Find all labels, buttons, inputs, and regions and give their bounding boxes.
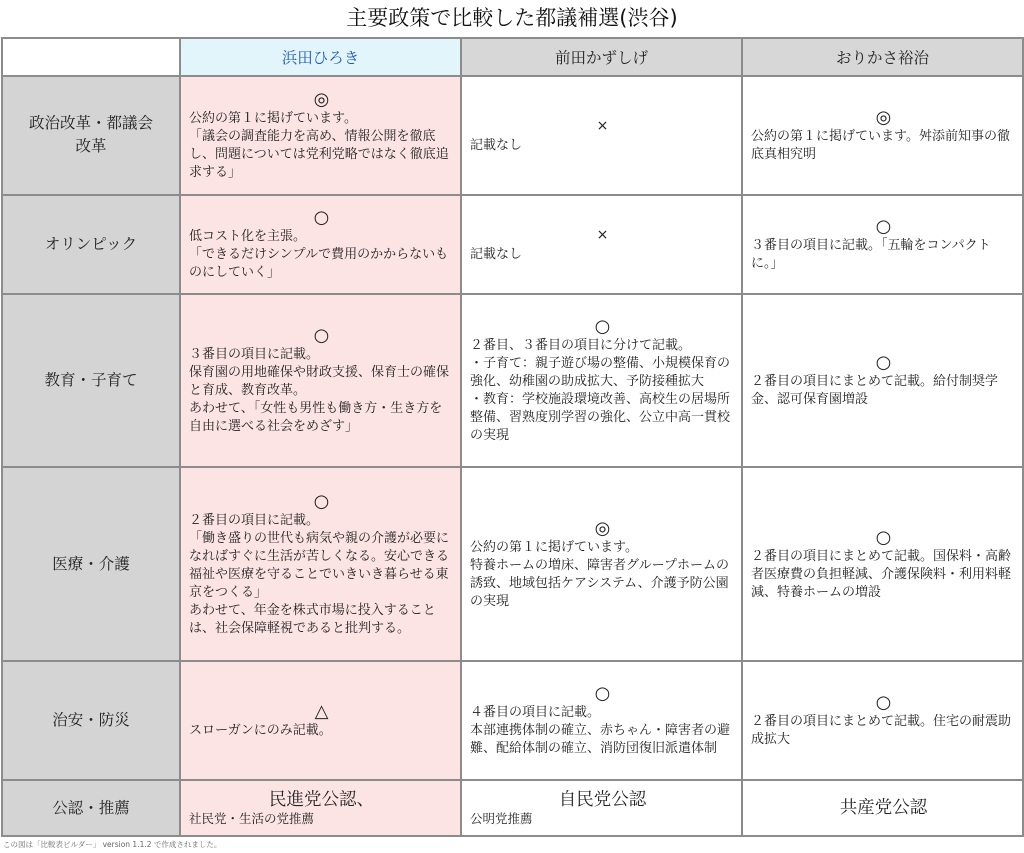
- rating-mark: △: [314, 701, 329, 723]
- policy-cell: [742, 467, 1023, 661]
- policy-cell: [742, 76, 1023, 194]
- policy-cell: [180, 195, 461, 294]
- policy-cell: [461, 294, 742, 468]
- endorsement-cell: [461, 780, 742, 836]
- row-label: 治安・防災: [2, 661, 180, 780]
- rating-mark: ○: [313, 206, 330, 228]
- policy-text: ２番目の項目にまとめて記載。国保料・高齢者医療費の負担軽減、介護保険料・利用料軽減、特養ホームの増設: [751, 548, 1012, 600]
- party-support: 公明党推薦: [470, 811, 533, 827]
- rating-mark: ○: [313, 324, 330, 346]
- policy-text: 低コスト化を主張。 「できるだけシンプルで費用のかからないものにしていく」: [189, 228, 449, 280]
- policy-cell: [742, 294, 1023, 468]
- row-label: 政治改革・都議会 改革: [2, 76, 180, 194]
- policy-row-safety-disaster: [2, 661, 1023, 780]
- policy-cell: [742, 195, 1023, 294]
- footer-credit: この図は「比較表ビルダー」 version 1.1.2 で作成されました。: [3, 840, 222, 849]
- policy-text: 記載なし: [470, 137, 523, 153]
- policy-cell: [461, 661, 742, 780]
- policy-cell: [461, 195, 742, 294]
- rating-mark: ×: [596, 117, 609, 134]
- candidate-header-maeda: 前田かずしげ: [461, 38, 742, 76]
- rating-mark: ×: [596, 226, 609, 243]
- row-label: 公認・推薦: [2, 780, 180, 836]
- party-endorsement: 共産党公認: [839, 798, 928, 819]
- rating-mark: ○: [594, 315, 611, 337]
- policy-text: ４番目の項目に記載。 本部連携体制の確立、赤ちゃん・障害者の避難、配給体制の確立、消防団復旧派遣体制: [470, 705, 731, 757]
- policy-cell: [742, 661, 1023, 780]
- candidate-header-orikasa: おりかさ裕治: [742, 38, 1023, 76]
- party-endorsement: 民進党公認、: [269, 790, 374, 811]
- rating-mark: ○: [875, 351, 892, 373]
- rating-mark: ○: [875, 692, 892, 714]
- page-title: 主要政策で比較した都議補選(渋谷): [346, 6, 678, 30]
- row-label: 教育・子育て: [2, 294, 180, 468]
- policy-text: 公約の第１に掲げています。 特養ホームの増床、障害者グループホームの誘致、地域包括ケアシステム、介護予防公園の実現: [470, 539, 729, 609]
- rating-mark: ○: [875, 526, 892, 548]
- party-endorsement: 自民党公認: [558, 790, 647, 811]
- policy-cell: [180, 294, 461, 468]
- rating-mark: ○: [313, 490, 330, 512]
- policy-text: ２番目の項目にまとめて記載。給付制奨学金、認可保育園増設: [751, 373, 999, 407]
- policy-cell: [180, 661, 461, 780]
- policy-row-endorsement: [2, 780, 1023, 836]
- candidate-header-hamada: 浜田ひろき: [180, 38, 461, 76]
- rating-mark: ○: [594, 683, 611, 705]
- rating-mark: ◎: [313, 88, 330, 110]
- policy-text: ３番目の項目に記載。 保育園の用地確保や財政支援、保育士の確保と育成、教育改革。 あわせて、「女性も男性も働き方・生き方を自由に選べる社会をめざす」: [189, 346, 450, 434]
- policy-cell: [461, 76, 742, 194]
- party-support: 社民党・生活の党推薦: [189, 811, 315, 827]
- policy-cell: [461, 467, 742, 661]
- policy-text: スローガンにのみ記載。: [189, 723, 332, 739]
- endorsement-cell: [180, 780, 461, 836]
- rating-mark: ◎: [594, 517, 611, 539]
- policy-cell: [180, 467, 461, 661]
- policy-row-olympics: [2, 195, 1023, 294]
- policy-text: 記載なし: [470, 246, 523, 262]
- policy-text: 公約の第１に掲げています。舛添前知事の徹底真相究明: [751, 128, 1010, 162]
- policy-row-medical-care: [2, 467, 1023, 661]
- header-row: [2, 38, 1023, 76]
- policy-row-political-reform: [2, 76, 1023, 194]
- row-label: 医療・介護: [2, 467, 180, 661]
- rating-mark: ◎: [875, 106, 892, 128]
- policy-text: ２番目の項目に記載。 「働き盛りの世代も病気や親の介護が必要になればすぐに生活が苦しくなる。安心できる福祉や医療を守ることでいきいき暮らせる東京をつくる」 あわせて、年金を株式市場に投入することは、社会保障軽視であると批判する。: [189, 512, 450, 636]
- policy-text: ２番目の項目にまとめて記載。住宅の耐震助成拡大: [751, 714, 1012, 748]
- policy-text: 公約の第１に掲げています。 「議会の調査能力を高め、情報公開を徹底し、問題については党利党略ではなく徹底追求する」: [189, 110, 449, 180]
- policy-row-education: [2, 294, 1023, 468]
- header-corner-cell: [2, 38, 180, 76]
- endorsement-cell: [742, 780, 1023, 836]
- rating-mark: ○: [875, 215, 892, 237]
- policy-text: ２番目、３番目の項目に分けて記載。 ・子育て：親子遊び場の整備、小規模保育の強化、幼稚園の助成拡大、予防接種拡大 ・教育：学校施設環境改善、高校生の居場所整備、習熟度別学習の強化、公立中高一貫校の実現: [470, 337, 731, 443]
- policy-text: ３番目の項目に記載。「五輪をコンパクトに。」: [751, 237, 991, 271]
- policy-cell: [180, 76, 461, 194]
- row-label: オリンピック: [2, 195, 180, 294]
- comparison-table: [1, 37, 1024, 837]
